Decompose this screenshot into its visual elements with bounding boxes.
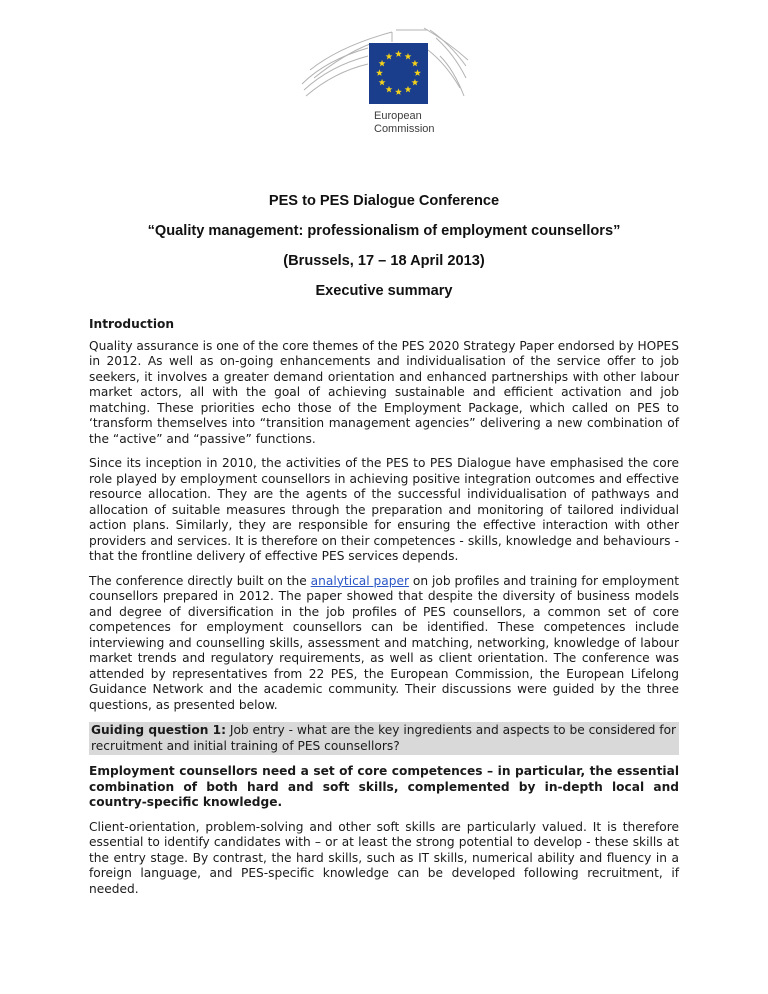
introduction-heading: Introduction xyxy=(89,317,175,331)
paragraph-inception: Since its inception in 2010, the activities of the PES to PES Dialogue have emphasised the core role played by employment counsellors in achieving positive integration outcomes and effective resource allocation. They are the agents of the successful individualisation of pathways and allocation of suitable measures through the preparation and monitoring of tailored individual action plans. Similarly, they are responsible for ensuring the effective interaction with other providers and services. It is therefore on their competences - skills, knowledge and behaviours - that the frontline delivery of effective PES services depends. xyxy=(89,456,679,563)
analytical-paper-link[interactable]: analytical paper xyxy=(310,573,410,588)
commission-building-flag-icon xyxy=(300,26,470,108)
executive-summary-heading: Executive summary xyxy=(315,283,453,299)
paragraph-client-orientation: Client-orientation, problem-solving and other soft skills are particularly valued. It is therefore essential to identify candidates with – or at least the strong potential to develop - these skills at the entry stage. By contrast, the hard skills, such as IT skills, numerical ability and fluency in a foreign language, and PES-specific knowledge can be developed following recruitment, if needed. xyxy=(89,819,679,896)
conference-theme: “Quality management: professionalism of employment counsellors” xyxy=(147,223,621,239)
paragraph-quality-assurance: Quality assurance is one of the core themes of the PES 2020 Strategy Paper endorsed by HOPES in 2012. As well as on-going enhancements and individualisation of the service offer to job seekers, it involves a greater demand orientation and enhanced partnerships with other labour market actors, all with the goal of achieving sustainable and efficient activation and job matching. These priorities echo those of the Employment Package, which called on PES to ‘transform themselves into “transition management agencies” delivering a new combination of the “active” and “passive” functions. xyxy=(89,338,679,446)
key-finding-paragraph: Employment counsellors need a set of core competences – in particular, the essential combination of both hard and soft skills, complemented by in-depth local and country-specific knowledge. xyxy=(89,764,679,809)
document-body xyxy=(89,317,679,906)
logo-line-commission: Commission xyxy=(374,123,435,135)
guiding-question-text: Job entry - what are the key ingredients and aspects to be considered for recruitment and initial training of PES counsellors? xyxy=(91,723,677,753)
title-block xyxy=(0,192,768,312)
conference-place-date: (Brussels, 17 – 18 April 2013) xyxy=(283,253,485,269)
paragraph-conference xyxy=(89,574,679,714)
european-commission-logo xyxy=(300,26,470,156)
paragraph-conference-start: The conference directly built on the xyxy=(89,573,311,588)
guiding-question-label: Guiding question 1: xyxy=(91,723,226,737)
conference-title: PES to PES Dialogue Conference xyxy=(268,193,500,209)
logo-wordmark xyxy=(374,110,435,136)
paragraph-conference-end: on job profiles and training for employment counsellors prepared in 2012. The paper showed that despite the diversity of business models and degree of diversification in the job profiles of PES counsellors, a common set of core competences for employment counsellors can be identified. These competences include interviewing and counselling skills, assessment and matching, networking, knowledge of labour market trends and regulatory requirements, as well as client orientation. The conference was attended by representatives from 22 PES, the European Commission, the European Lifelong Guidance Network and the academic community. Their discussions were guided by the three questions, as presented below. xyxy=(89,573,679,712)
logo-line-european: European xyxy=(374,110,422,122)
guiding-question-box xyxy=(89,722,679,755)
